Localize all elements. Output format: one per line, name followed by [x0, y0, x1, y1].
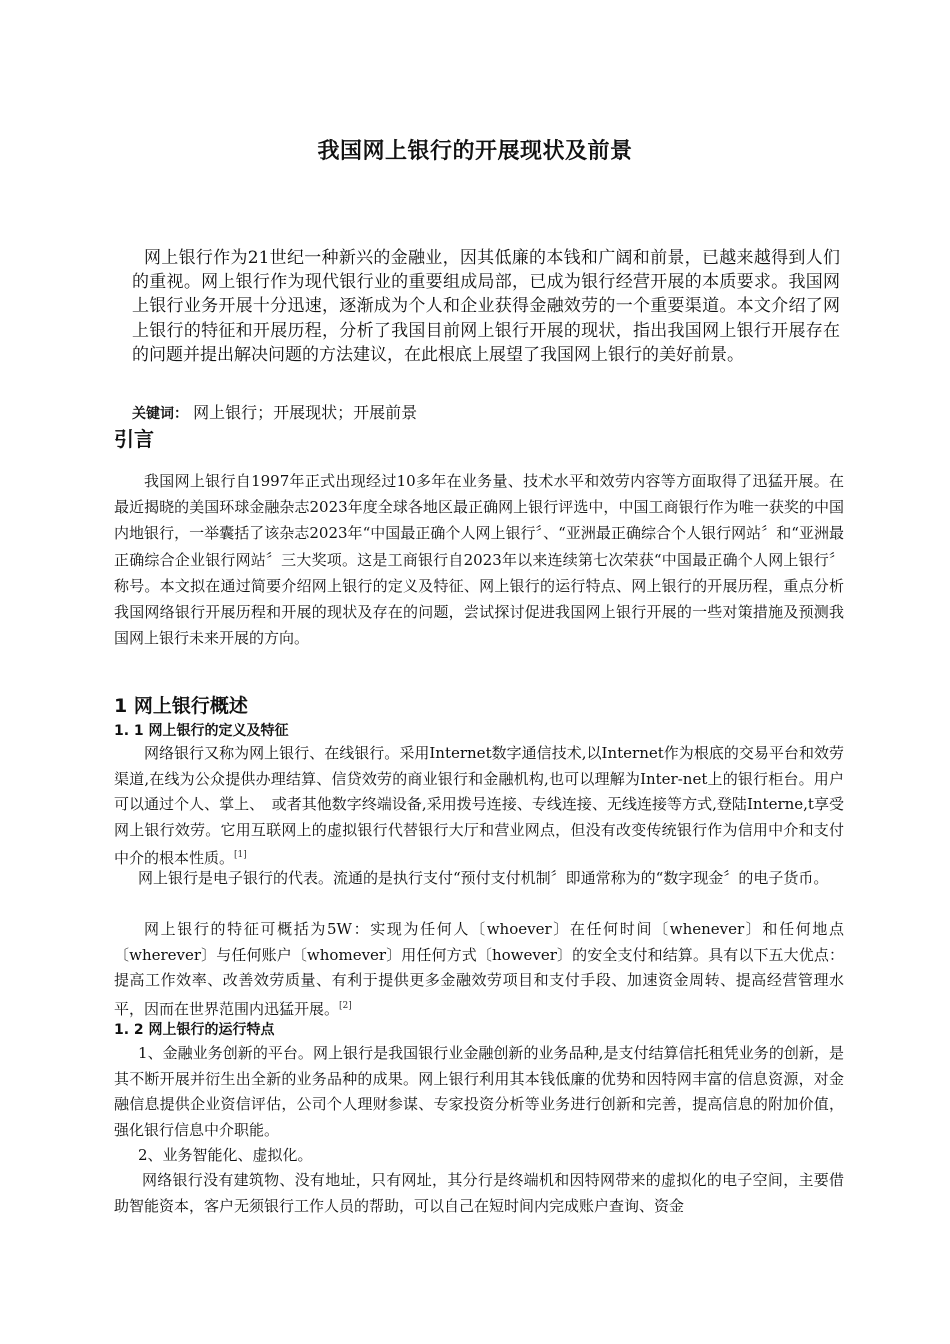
- section-1-1-paragraph-3: [114, 917, 844, 1022]
- section-1-2-heading: 1. 2 网上银行的运行特点: [114, 1022, 275, 1038]
- keywords-label: 关键词：: [132, 406, 188, 422]
- section-1-heading: 1 网上银行概述: [114, 695, 248, 717]
- intro-heading: 引言: [114, 427, 154, 451]
- section-1-1-paragraph-2: 网上银行是电子银行的代表。流通的是执行支付“预付支付机制〞即通常称为的“数字现金〞的电子货币。: [138, 869, 829, 887]
- citation-ref-2: [2]: [339, 1000, 352, 1011]
- section-1-2-paragraph-1: 1、金融业务创新的平台。网上银行是我国银行业金融创新的业务品种,是支付结算信托租凭业务的创新，是其不断开展并衍生出全新的业务品种的成果。网上银行利用其本钱低廉的优势和因特网丰富的信息资源，对金融信息提供企业资信评估，公司个人理财参谋、专家投资分析等业务进行创新和完善，提高信息的附加价值，强化银行信息中介职能。: [114, 1044, 844, 1139]
- keywords-line: [132, 400, 417, 423]
- section-1-1-paragraph-1: [114, 741, 844, 872]
- section-1-2-paragraph-2: 2、业务智能化、虚拟化。: [138, 1146, 313, 1164]
- section-1-2-paragraph-3: 网络银行没有建筑物、没有地址，只有网址，其分行是终端机和因特网带来的虚拟化的电子空间，主要借助智能资本，客户无须银行工作人员的帮助，可以自己在短时间内完成账户查询、资金: [114, 1171, 844, 1215]
- keywords-text: 网上银行；开展现状；开展前景: [193, 403, 418, 422]
- document-title: 我国网上银行的开展现状及前景: [317, 139, 633, 164]
- abstract-paragraph: 网上银行作为21世纪一种新兴的金融业，因其低廉的本钱和广阔和前景，已越来越得到人们的重视。网上银行作为现代银行业的重要组成局部，已成为银行经营开展的本质要求。我国网上银行业务开展十分迅速，逐渐成为个人和企业获得金融效劳的一个重要渠道。本文介绍了网上银行的特征和开展历程，分析了我国目前网上银行开展的现状，指出我国网上银行开展存在的问题并提出解决问题的方法建议，在此根底上展望了我国网上银行的美好前景。: [132, 248, 840, 365]
- citation-ref-1: [1]: [234, 850, 247, 860]
- section-1-1-heading: 1. 1 网上银行的定义及特征: [114, 723, 289, 739]
- paragraph-text: 网络银行又称为网上银行、在线银行。采用Internet数字通信技术,以Internet作为根底的交易平台和效劳渠道,在线为公众提供办理结算、信贷效劳的商业银行和金融机构,也可以理解为Inter-net上的银行柜台。用户可以通过个人、掌上、 或者其他数字终端设备,采用拨号连接、专线连接、无线连接等方式,登陆Interne,t享受网上银行效劳。它用互联网上的虚拟银行代替银行大厅和营业网点，但没有改变传统银行作为信用中介和支付中介的根本性质。: [114, 744, 844, 867]
- paragraph-text: 网上银行的特征可概括为5W：实现为任何人〔whoever〕在任何时间〔whenever〕和任何地点〔wherever〕与任何账户〔whomever〕用任何方式〔however〕的安全支付和结算。具有以下五大优点：提高工作效率、改善效劳质量、有利于提供更多金融效劳项目和支付手段、加速资金周转、提高经营管理水平，因而在世界范围内迅猛开展。: [114, 920, 844, 1018]
- intro-paragraph: 我国网上银行自1997年正式出现经过10多年在业务量、技术水平和效劳内容等方面取得了迅猛开展。在最近揭晓的美国环球金融杂志2023年度全球各地区最正确网上银行评选中，中国工商银行作为唯一获奖的中国内地银行，一举囊括了该杂志2023年“中国最正确个人网上银行〞、“亚洲最正确综合个人银行网站〞和“亚洲最正确综合企业银行网站〞三大奖项。这是工商银行自2023年以来连续第七次荣获“中国最正确个人网上银行〞称号。本文拟在通过简要介绍网上银行的定义及特征、网上银行的运行特点、网上银行的开展历程，重点分析我国网络银行开展历程和开展的现状及存在的问题，尝试探讨促进我国网上银行开展的一些对策措施及预测我国网上银行未来开展的方向。: [114, 472, 844, 648]
